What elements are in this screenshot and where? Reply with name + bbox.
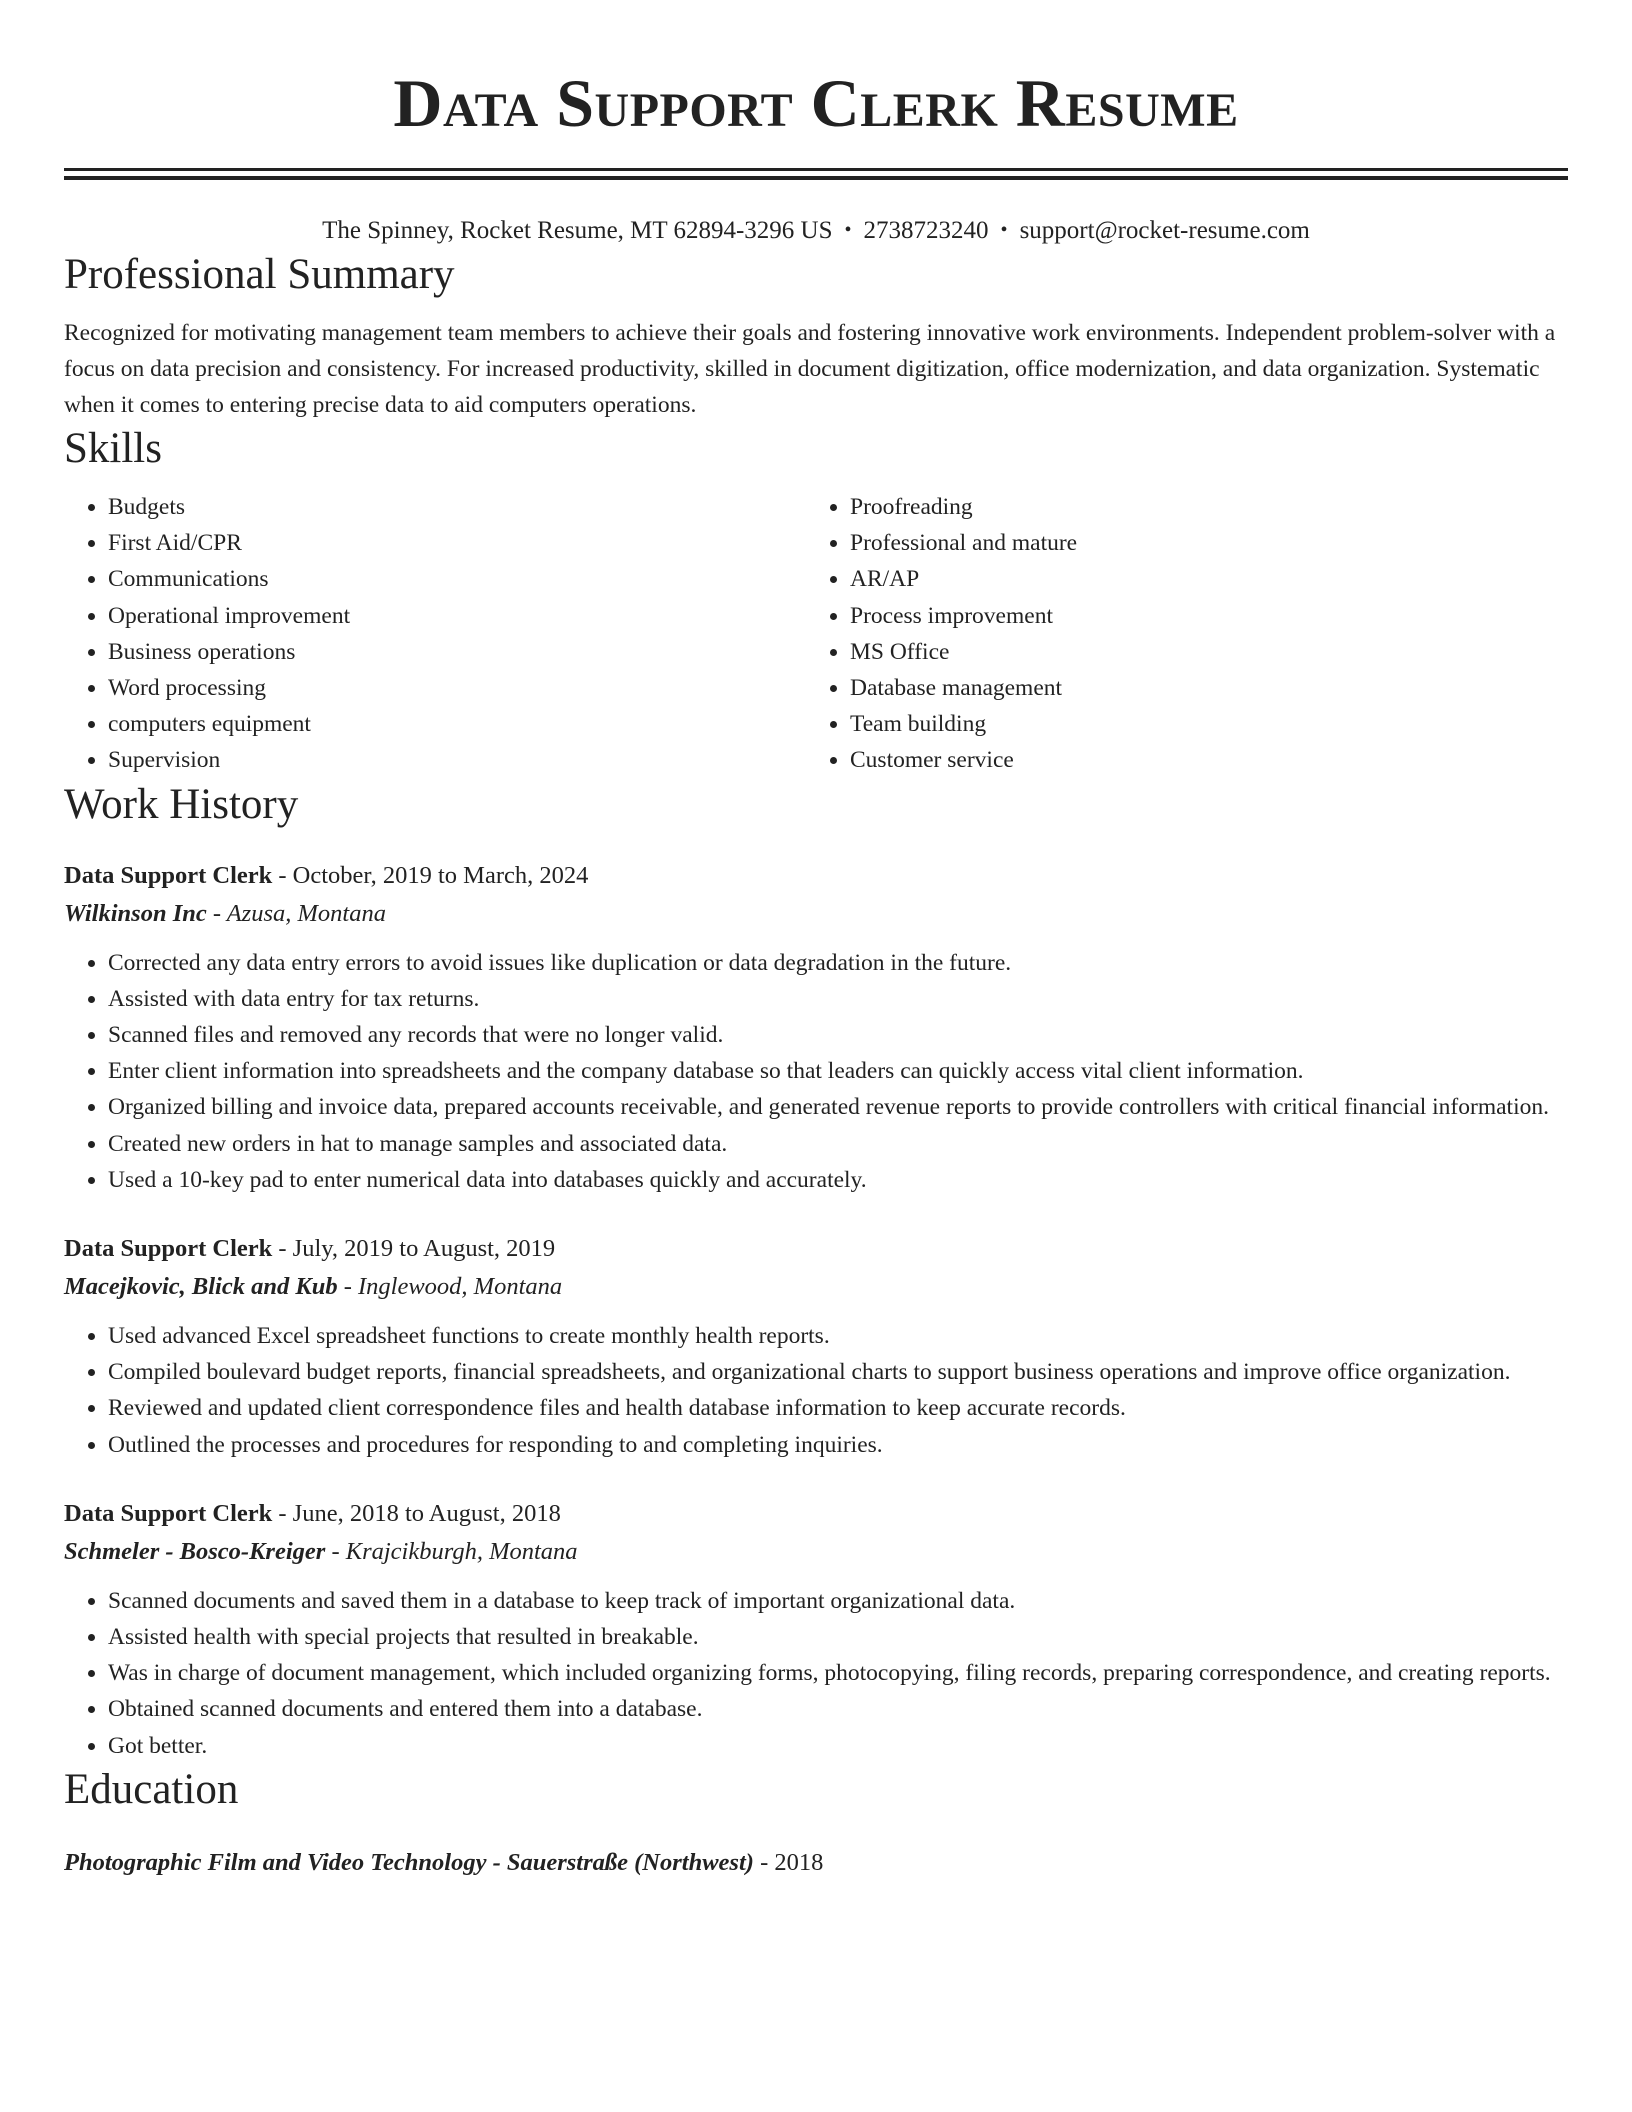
job-title-line	[64, 1495, 1568, 1533]
job-bullet: • Obtained scanned documents and entered them into a database.	[108, 1691, 1568, 1727]
job-dates: - June, 2018 to August, 2018	[272, 1499, 561, 1527]
job-bullet: • Organized billing and invoice data, prepared accounts receivable, and generated revenue reports to provide controllers with critical financial information.	[108, 1089, 1568, 1125]
job-bullet: • Was in charge of document management, which included organizing forms, photocopying, filing records, preparing correspondence, and creating reports.	[108, 1655, 1568, 1691]
education-year: - 2018	[753, 1848, 824, 1876]
skill-item: • Customer service	[850, 742, 1566, 778]
job-bullets	[64, 1583, 1568, 1764]
skills-column-right	[806, 489, 1566, 779]
job-company: Schmeler - Bosco-Kreiger	[64, 1537, 326, 1565]
contact-phone[interactable]: 2738723240	[863, 217, 989, 244]
job-title: Data Support Clerk	[64, 1235, 273, 1263]
work-history-heading: Work History	[64, 780, 299, 828]
job-dates: - July, 2019 to August, 2019	[272, 1235, 556, 1263]
skill-item: • computers equipment	[108, 706, 806, 742]
skill-item: • AR/AP	[850, 561, 1566, 597]
job-entry	[64, 857, 1568, 1198]
skill-item: • Communications	[108, 561, 806, 597]
skills-column-left	[64, 489, 806, 779]
skills-list	[64, 489, 1568, 779]
resume-title: Data Support Clerk Resume	[393, 65, 1239, 141]
job-company: Wilkinson Inc	[64, 899, 207, 927]
education-school: - Sauerstraße (Northwest)	[486, 1848, 754, 1876]
job-entry	[64, 1495, 1568, 1764]
skill-item: • Professional and mature	[850, 525, 1566, 561]
skill-item: • Business operations	[108, 634, 806, 670]
skill-item: • Proofreading	[850, 489, 1566, 525]
job-bullets	[64, 945, 1568, 1198]
job-company-line	[64, 1533, 1568, 1571]
skill-item: • Supervision	[108, 742, 806, 778]
job-bullet: • Assisted health with special projects that resulted in breakable.	[108, 1619, 1568, 1655]
job-bullet: • Reviewed and updated client correspondence files and health database information to keep accurate records.	[108, 1390, 1568, 1426]
job-bullet: • Corrected any data entry errors to avoid issues like duplication or data degradation in the future.	[108, 945, 1568, 981]
job-company-line	[64, 895, 1568, 933]
job-bullet: • Assisted with data entry for tax returns.	[108, 981, 1568, 1017]
contact-line	[64, 214, 1568, 249]
education-entry	[64, 1844, 1568, 1882]
contact-email[interactable]: support@rocket-resume.com	[1019, 217, 1310, 244]
job-bullet: • Enter client information into spreadsheets and the company database so that leaders can quickly access vital client information.	[108, 1053, 1568, 1089]
job-location: - Inglewood, Montana	[337, 1273, 563, 1301]
contact-address: The Spinney, Rocket Resume, MT 62894-3296 US	[322, 217, 833, 244]
job-location: - Azusa, Montana	[206, 899, 386, 927]
job-title: Data Support Clerk	[64, 1499, 273, 1527]
job-title-line	[64, 857, 1568, 895]
skill-item: • Team building	[850, 706, 1566, 742]
job-dates: - October, 2019 to March, 2024	[272, 861, 589, 889]
job-company-line	[64, 1268, 1568, 1306]
job-bullet: • Used a 10-key pad to enter numerical data into databases quickly and accurately.	[108, 1162, 1568, 1198]
job-bullet: • Used advanced Excel spreadsheet functions to create monthly health reports.	[108, 1318, 1568, 1354]
job-title-line	[64, 1230, 1568, 1268]
job-location: - Krajcikburgh, Montana	[325, 1537, 578, 1565]
skill-item: • Budgets	[108, 489, 806, 525]
skill-item: • Process improvement	[850, 598, 1566, 634]
job-bullet: • Got better.	[108, 1728, 1568, 1764]
job-entry	[64, 1230, 1568, 1463]
summary-heading: Professional Summary	[64, 251, 455, 298]
skill-item: • First Aid/CPR	[108, 525, 806, 561]
skill-item: • Operational improvement	[108, 598, 806, 634]
job-title: Data Support Clerk	[64, 861, 273, 889]
job-bullet: • Created new orders in hat to manage samples and associated data.	[108, 1126, 1568, 1162]
education-degree: Photographic Film and Video Technology	[64, 1848, 487, 1876]
job-bullet: • Outlined the processes and procedures for responding to and completing inquiries.	[108, 1427, 1568, 1463]
summary-text: Recognized for motivating management team members to achieve their goals and fostering innovative work environments. Independent problem-solver with a focus on data precision and consistency. For increased productivity, skilled in document digitization, office modernization, and data organization. Systematic when it comes to entering precise data to aid computers operations.	[64, 320, 1556, 418]
education-heading: Education	[64, 1765, 239, 1813]
job-bullet: • Scanned files and removed any records that were no longer valid.	[108, 1017, 1568, 1053]
skill-item: • Word processing	[108, 670, 806, 706]
skills-heading: Skills	[64, 425, 162, 472]
skill-item: • MS Office	[850, 634, 1566, 670]
skill-item: • Database management	[850, 670, 1566, 706]
title-rule-bottom	[64, 176, 1568, 180]
contact-separator: •	[844, 219, 852, 241]
title-rule-top	[64, 168, 1568, 171]
job-company: Macejkovic, Blick and Kub	[64, 1273, 338, 1301]
job-bullet: • Compiled boulevard budget reports, financial spreadsheets, and organizational charts to support business operations and improve office organization.	[108, 1354, 1568, 1390]
contact-separator: •	[1000, 219, 1008, 241]
job-bullets	[64, 1318, 1568, 1463]
job-bullet: • Scanned documents and saved them in a database to keep track of important organizational data.	[108, 1583, 1568, 1619]
